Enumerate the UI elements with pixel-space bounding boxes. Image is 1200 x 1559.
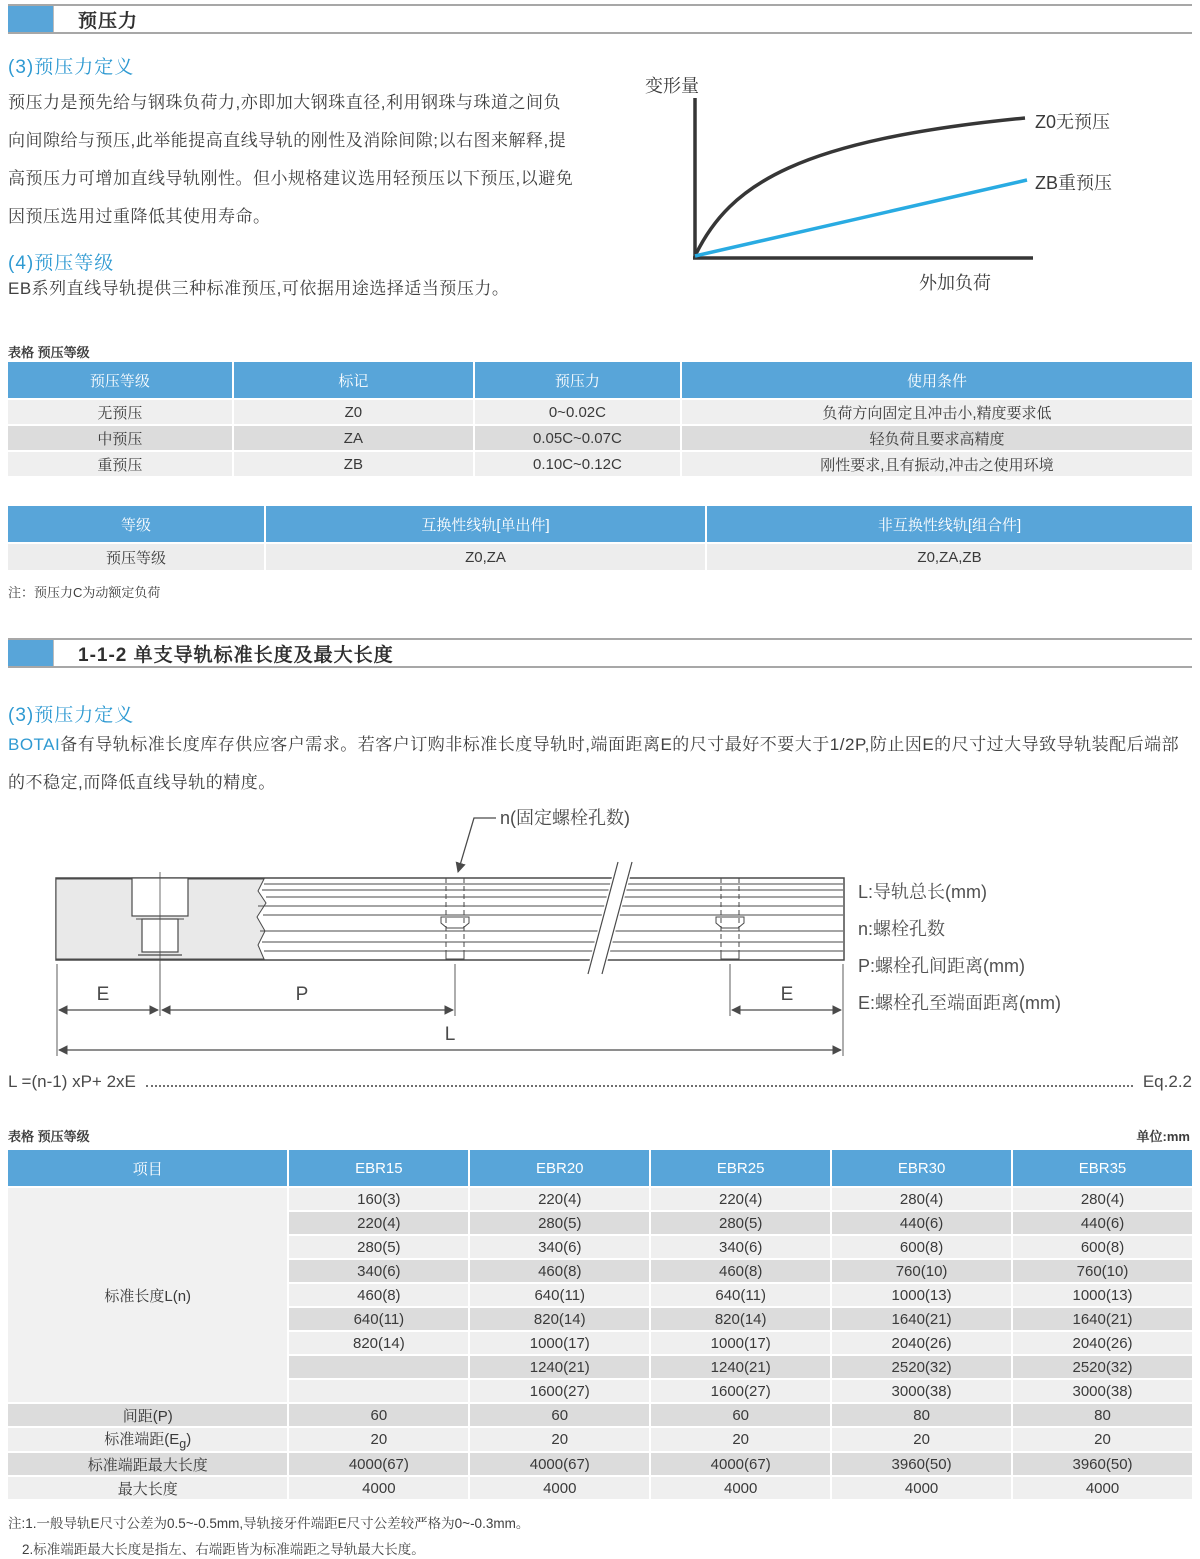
dim-label-e-left: E — [96, 984, 110, 1005]
subsection-heading-preload-levels: (4)预压等级 — [8, 253, 115, 274]
cell: 60 — [470, 1404, 649, 1426]
cell: ZB — [234, 452, 473, 476]
row-label — [8, 1428, 287, 1451]
cell — [289, 1380, 468, 1402]
cell: 640(11) — [289, 1308, 468, 1330]
legend-line-n: n:螺栓孔数 — [858, 919, 946, 939]
row-label-subscript: g — [179, 1437, 187, 1451]
cell: 3960(50) — [832, 1453, 1011, 1475]
cell: 中预压 — [8, 426, 232, 450]
cell: 280(4) — [832, 1188, 1011, 1210]
cell: 4000 — [832, 1477, 1011, 1499]
col-header: EBR25 — [651, 1150, 830, 1186]
legend-line-l: L:导轨总长(mm) — [858, 882, 987, 902]
col-header: EBR15 — [289, 1150, 468, 1186]
section-band-preload — [8, 4, 1192, 34]
row-label: 标准端距最大长度 — [8, 1453, 287, 1475]
cell: 820(14) — [470, 1308, 649, 1330]
cell: 1000(13) — [832, 1284, 1011, 1306]
cell: 760(10) — [1013, 1260, 1192, 1282]
cell: 20 — [651, 1428, 830, 1451]
table-caption-lengths: 表格 预压等级 — [8, 1129, 90, 1144]
cell: Z0,ZA — [266, 544, 705, 570]
cell: 1600(27) — [470, 1380, 649, 1402]
col-header: 非互换性线轨[组合件] — [707, 506, 1192, 542]
cell: 600(8) — [1013, 1236, 1192, 1258]
rail-profile-lines — [258, 884, 843, 951]
chart-curve-z0-no-preload — [695, 118, 1025, 256]
col-header: 等级 — [8, 506, 264, 542]
cell: 20 — [1013, 1428, 1192, 1451]
paragraph-standard-length-text: 备有导轨标准长度库存供应客户需求。若客户订购非标准长度导轨时,端面距离E的尺寸最好不要大于1/2P,防止因E的尺寸过大导致导轨装配后端部的不稳定,而降低直线导轨的精度。 — [8, 735, 1180, 792]
cell: 4000 — [289, 1477, 468, 1499]
col-header: 预压等级 — [8, 362, 232, 398]
cell: 刚性要求,且有振动,冲击之使用环境 — [682, 452, 1192, 476]
bolt-hole-count-callout: n(固定螺栓孔数) — [500, 808, 630, 828]
callout-arrow — [458, 818, 496, 872]
cell: 440(6) — [1013, 1212, 1192, 1234]
cell: 80 — [832, 1404, 1011, 1426]
cell: 3960(50) — [1013, 1453, 1192, 1475]
rail-diagram — [0, 798, 1200, 1068]
table-row — [8, 1477, 1192, 1499]
dim-label-e-right: E — [780, 984, 794, 1005]
cell: 280(5) — [651, 1212, 830, 1234]
cell: 1640(21) — [832, 1308, 1011, 1330]
col-header: EBR35 — [1013, 1150, 1192, 1186]
brand-name: BOTAI — [8, 735, 61, 754]
cell: 1640(21) — [1013, 1308, 1192, 1330]
section-title: 1-1-2 单支导轨标准长度及最大长度 — [78, 644, 394, 666]
diagram-legend — [858, 882, 1061, 1013]
table-row — [8, 1453, 1192, 1475]
cell: 1600(27) — [651, 1380, 830, 1402]
cell: 负荷方向固定且冲击小,精度要求低 — [682, 400, 1192, 424]
col-header: 标记 — [234, 362, 473, 398]
cell: 3000(38) — [1013, 1380, 1192, 1402]
cell: 4000(67) — [651, 1453, 830, 1475]
cell: 4000 — [1013, 1477, 1192, 1499]
cell: 80 — [1013, 1404, 1192, 1426]
cell: 4000(67) — [470, 1453, 649, 1475]
cell: 2040(26) — [1013, 1332, 1192, 1354]
table-caption-preload: 表格 预压等级 — [8, 345, 90, 360]
cell: 无预压 — [8, 400, 232, 424]
cell: 340(6) — [289, 1260, 468, 1282]
cell: 440(6) — [832, 1212, 1011, 1234]
table-header-row — [8, 506, 1192, 542]
cell: 160(3) — [289, 1188, 468, 1210]
chart-x-axis-label: 外加负荷 — [919, 273, 991, 293]
cell: 预压等级 — [8, 544, 264, 570]
dim-label-p: P — [295, 984, 309, 1005]
cell: 640(11) — [470, 1284, 649, 1306]
cell — [289, 1356, 468, 1378]
paragraph-preload-definition: 预压力是预先给与钢珠负荷力,亦即加大钢珠直径,利用钢珠与珠道之间负向间隙给与预压,此举能提高直线导轨的刚性及消除间隙;以右图来解释,提高预压力可增加直线导轨刚性。但小规格建议选用轻预压以下预压,以避免因预压选用过重降低其使用寿命。 — [8, 93, 574, 226]
table-row — [8, 1428, 1192, 1451]
footnote-1: 注:1.一般导轨E尺寸公差为0.5~-0.5mm,导轨接牙件端距E尺寸公差较严格为0~-0.3mm。 — [8, 1516, 530, 1531]
paragraph-standard-length — [8, 726, 1192, 802]
table-row — [8, 426, 1192, 450]
cell: 640(11) — [651, 1284, 830, 1306]
cell: 280(4) — [1013, 1188, 1192, 1210]
footnote-2: 2.标准端距最大长度是指左、右端距皆为标准端距之导轨最大长度。 — [22, 1542, 425, 1557]
paragraph-preload-levels: EB系列直线导轨提供三种标准预压,可依据用途选择适当预压力。 — [8, 279, 510, 298]
formula-expression: L =(n-1) xP+ 2xE — [8, 1072, 136, 1091]
cell: 1000(13) — [1013, 1284, 1192, 1306]
unit-label: 单位:mm — [1136, 1129, 1190, 1144]
cell: 2520(32) — [1013, 1356, 1192, 1378]
legend-line-p: P:螺栓孔间距离(mm) — [858, 956, 1025, 976]
cell: 2520(32) — [832, 1356, 1011, 1378]
row-group-label: 标准长度L(n) — [8, 1188, 287, 1402]
cell: 220(4) — [651, 1188, 830, 1210]
section-title: 预压力 — [78, 10, 139, 32]
formula-row — [8, 1072, 1192, 1092]
cell: 4000 — [470, 1477, 649, 1499]
row-label: 最大长度 — [8, 1477, 287, 1499]
chart-label-z0: Z0无预压 — [1035, 112, 1111, 132]
cell: 460(8) — [289, 1284, 468, 1306]
col-header: 预压力 — [475, 362, 680, 398]
section-accent-block — [8, 6, 54, 32]
chart-label-zb: ZB重预压 — [1035, 173, 1113, 193]
table-header-row — [8, 362, 1192, 398]
break-gap — [586, 862, 634, 974]
legend-line-e: E:螺栓孔至端面距离(mm) — [858, 993, 1061, 1013]
col-header: EBR30 — [832, 1150, 1011, 1186]
cell: 340(6) — [651, 1236, 830, 1258]
col-header: EBR20 — [470, 1150, 649, 1186]
dim-label-l: L — [444, 1024, 456, 1045]
lengths-table — [6, 1148, 1194, 1501]
table-row — [8, 544, 1192, 570]
cell: 1240(21) — [470, 1356, 649, 1378]
cell: 820(14) — [289, 1332, 468, 1354]
cell: 1000(17) — [470, 1332, 649, 1354]
cell: 1240(21) — [651, 1356, 830, 1378]
subsection-heading-preload-definition: (3)预压力定义 — [8, 57, 135, 78]
table-row — [8, 452, 1192, 476]
cell: 20 — [832, 1428, 1011, 1451]
table-row — [8, 1404, 1192, 1426]
cell: 280(5) — [289, 1236, 468, 1258]
col-header: 互换性线轨[单出件] — [266, 506, 705, 542]
cell: 220(4) — [470, 1188, 649, 1210]
note-dynamic-load: 注：预压力C为动额定负荷 — [8, 585, 161, 600]
chart-line-zb-heavy-preload — [695, 180, 1027, 256]
cell: 0.10C~0.12C — [475, 452, 680, 476]
cell: 1000(17) — [651, 1332, 830, 1354]
section-accent-block — [8, 640, 54, 666]
subsection-heading-length-definition: (3)预压力定义 — [8, 705, 135, 726]
equation-number: Eq.2.2 — [1142, 1072, 1192, 1091]
cell: 820(14) — [651, 1308, 830, 1330]
cell: 0.05C~0.07C — [475, 426, 680, 450]
cell: 轻负荷且要求高精度 — [682, 426, 1192, 450]
cell: 460(8) — [470, 1260, 649, 1282]
cell: 760(10) — [832, 1260, 1011, 1282]
cell: Z0 — [234, 400, 473, 424]
cell: 4000(67) — [289, 1453, 468, 1475]
row-label-text: ) — [186, 1431, 192, 1448]
cell: 2040(26) — [832, 1332, 1011, 1354]
chart-y-axis-label: 变形量 — [645, 76, 699, 96]
preload-table — [6, 360, 1194, 478]
cell: 220(4) — [289, 1212, 468, 1234]
col-header: 使用条件 — [682, 362, 1192, 398]
dotted-leader — [146, 1077, 1133, 1087]
cell: 60 — [651, 1404, 830, 1426]
row-label-text: 标准端距(E — [104, 1431, 180, 1448]
cell: 20 — [289, 1428, 468, 1451]
section-band-standard-length — [8, 638, 1192, 668]
cell: 460(8) — [651, 1260, 830, 1282]
cell: Z0,ZA,ZB — [707, 544, 1192, 570]
cell: 4000 — [651, 1477, 830, 1499]
table-row — [8, 400, 1192, 424]
cell: ZA — [234, 426, 473, 450]
cell: 0~0.02C — [475, 400, 680, 424]
cell: 280(5) — [470, 1212, 649, 1234]
col-header: 项目 — [8, 1150, 287, 1186]
cell: 340(6) — [470, 1236, 649, 1258]
row-label: 间距(P) — [8, 1404, 287, 1426]
stiffness-chart — [625, 58, 1200, 306]
interchange-table — [6, 504, 1194, 572]
table-header-row — [8, 1150, 1192, 1186]
cell: 60 — [289, 1404, 468, 1426]
cell: 3000(38) — [832, 1380, 1011, 1402]
cell: 20 — [470, 1428, 649, 1451]
cell: 600(8) — [832, 1236, 1011, 1258]
cell: 重预压 — [8, 452, 232, 476]
table-row — [8, 1188, 1192, 1210]
